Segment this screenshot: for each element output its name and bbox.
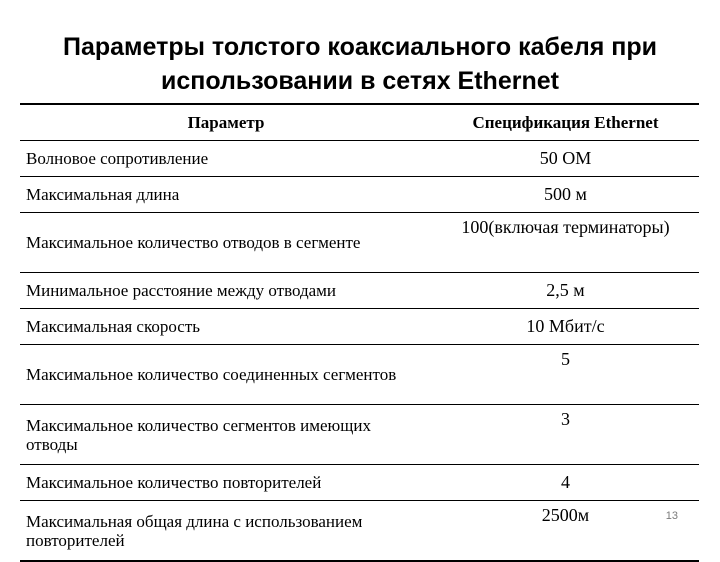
row-param: Максимальная скорость xyxy=(20,309,432,345)
table-row xyxy=(20,405,699,465)
row-value: 5 xyxy=(432,345,699,405)
row-value: 100(включая терминаторы) xyxy=(432,213,699,273)
row-value: 2,5 м xyxy=(432,273,699,309)
row-param: Волновое сопротивление xyxy=(20,141,432,177)
table-row xyxy=(20,273,699,309)
row-value: 500 м xyxy=(432,177,699,213)
row-param: Максимальное количество сегментов имеющих отводы xyxy=(20,405,432,465)
slide-title-line-1: Параметры толстого коаксиального кабеля при xyxy=(63,33,657,61)
slide-title xyxy=(0,30,720,98)
table-row xyxy=(20,141,699,177)
row-param: Максимальное количество отводов в сегменте xyxy=(20,213,432,273)
table-row xyxy=(20,501,699,562)
header-parameter: Параметр xyxy=(20,104,432,141)
row-value: 50 ОМ xyxy=(432,141,699,177)
slide-title-line-2: использовании в сетях Ethernet xyxy=(161,67,559,95)
row-value: 2500м xyxy=(432,501,699,562)
table-row xyxy=(20,177,699,213)
row-value: 4 xyxy=(432,465,699,501)
table-row xyxy=(20,213,699,273)
row-value: 10 Мбит/с xyxy=(432,309,699,345)
page-number: 13 xyxy=(665,510,678,522)
row-param: Максимальное количество повторителей xyxy=(20,465,432,501)
table-header-row xyxy=(20,104,699,141)
header-ethernet-spec: Спецификация Ethernet xyxy=(432,104,699,141)
row-param: Максимальная общая длина с использованием повторителей xyxy=(20,501,432,562)
table-row xyxy=(20,309,699,345)
row-param: Минимальное расстояние между отводами xyxy=(20,273,432,309)
table-row xyxy=(20,345,699,405)
row-value: 3 xyxy=(432,405,699,465)
row-param: Максимальное количество соединенных сегментов xyxy=(20,345,432,405)
row-param: Максимальная длина xyxy=(20,177,432,213)
cable-parameters-table xyxy=(20,103,699,562)
table-row xyxy=(20,465,699,501)
